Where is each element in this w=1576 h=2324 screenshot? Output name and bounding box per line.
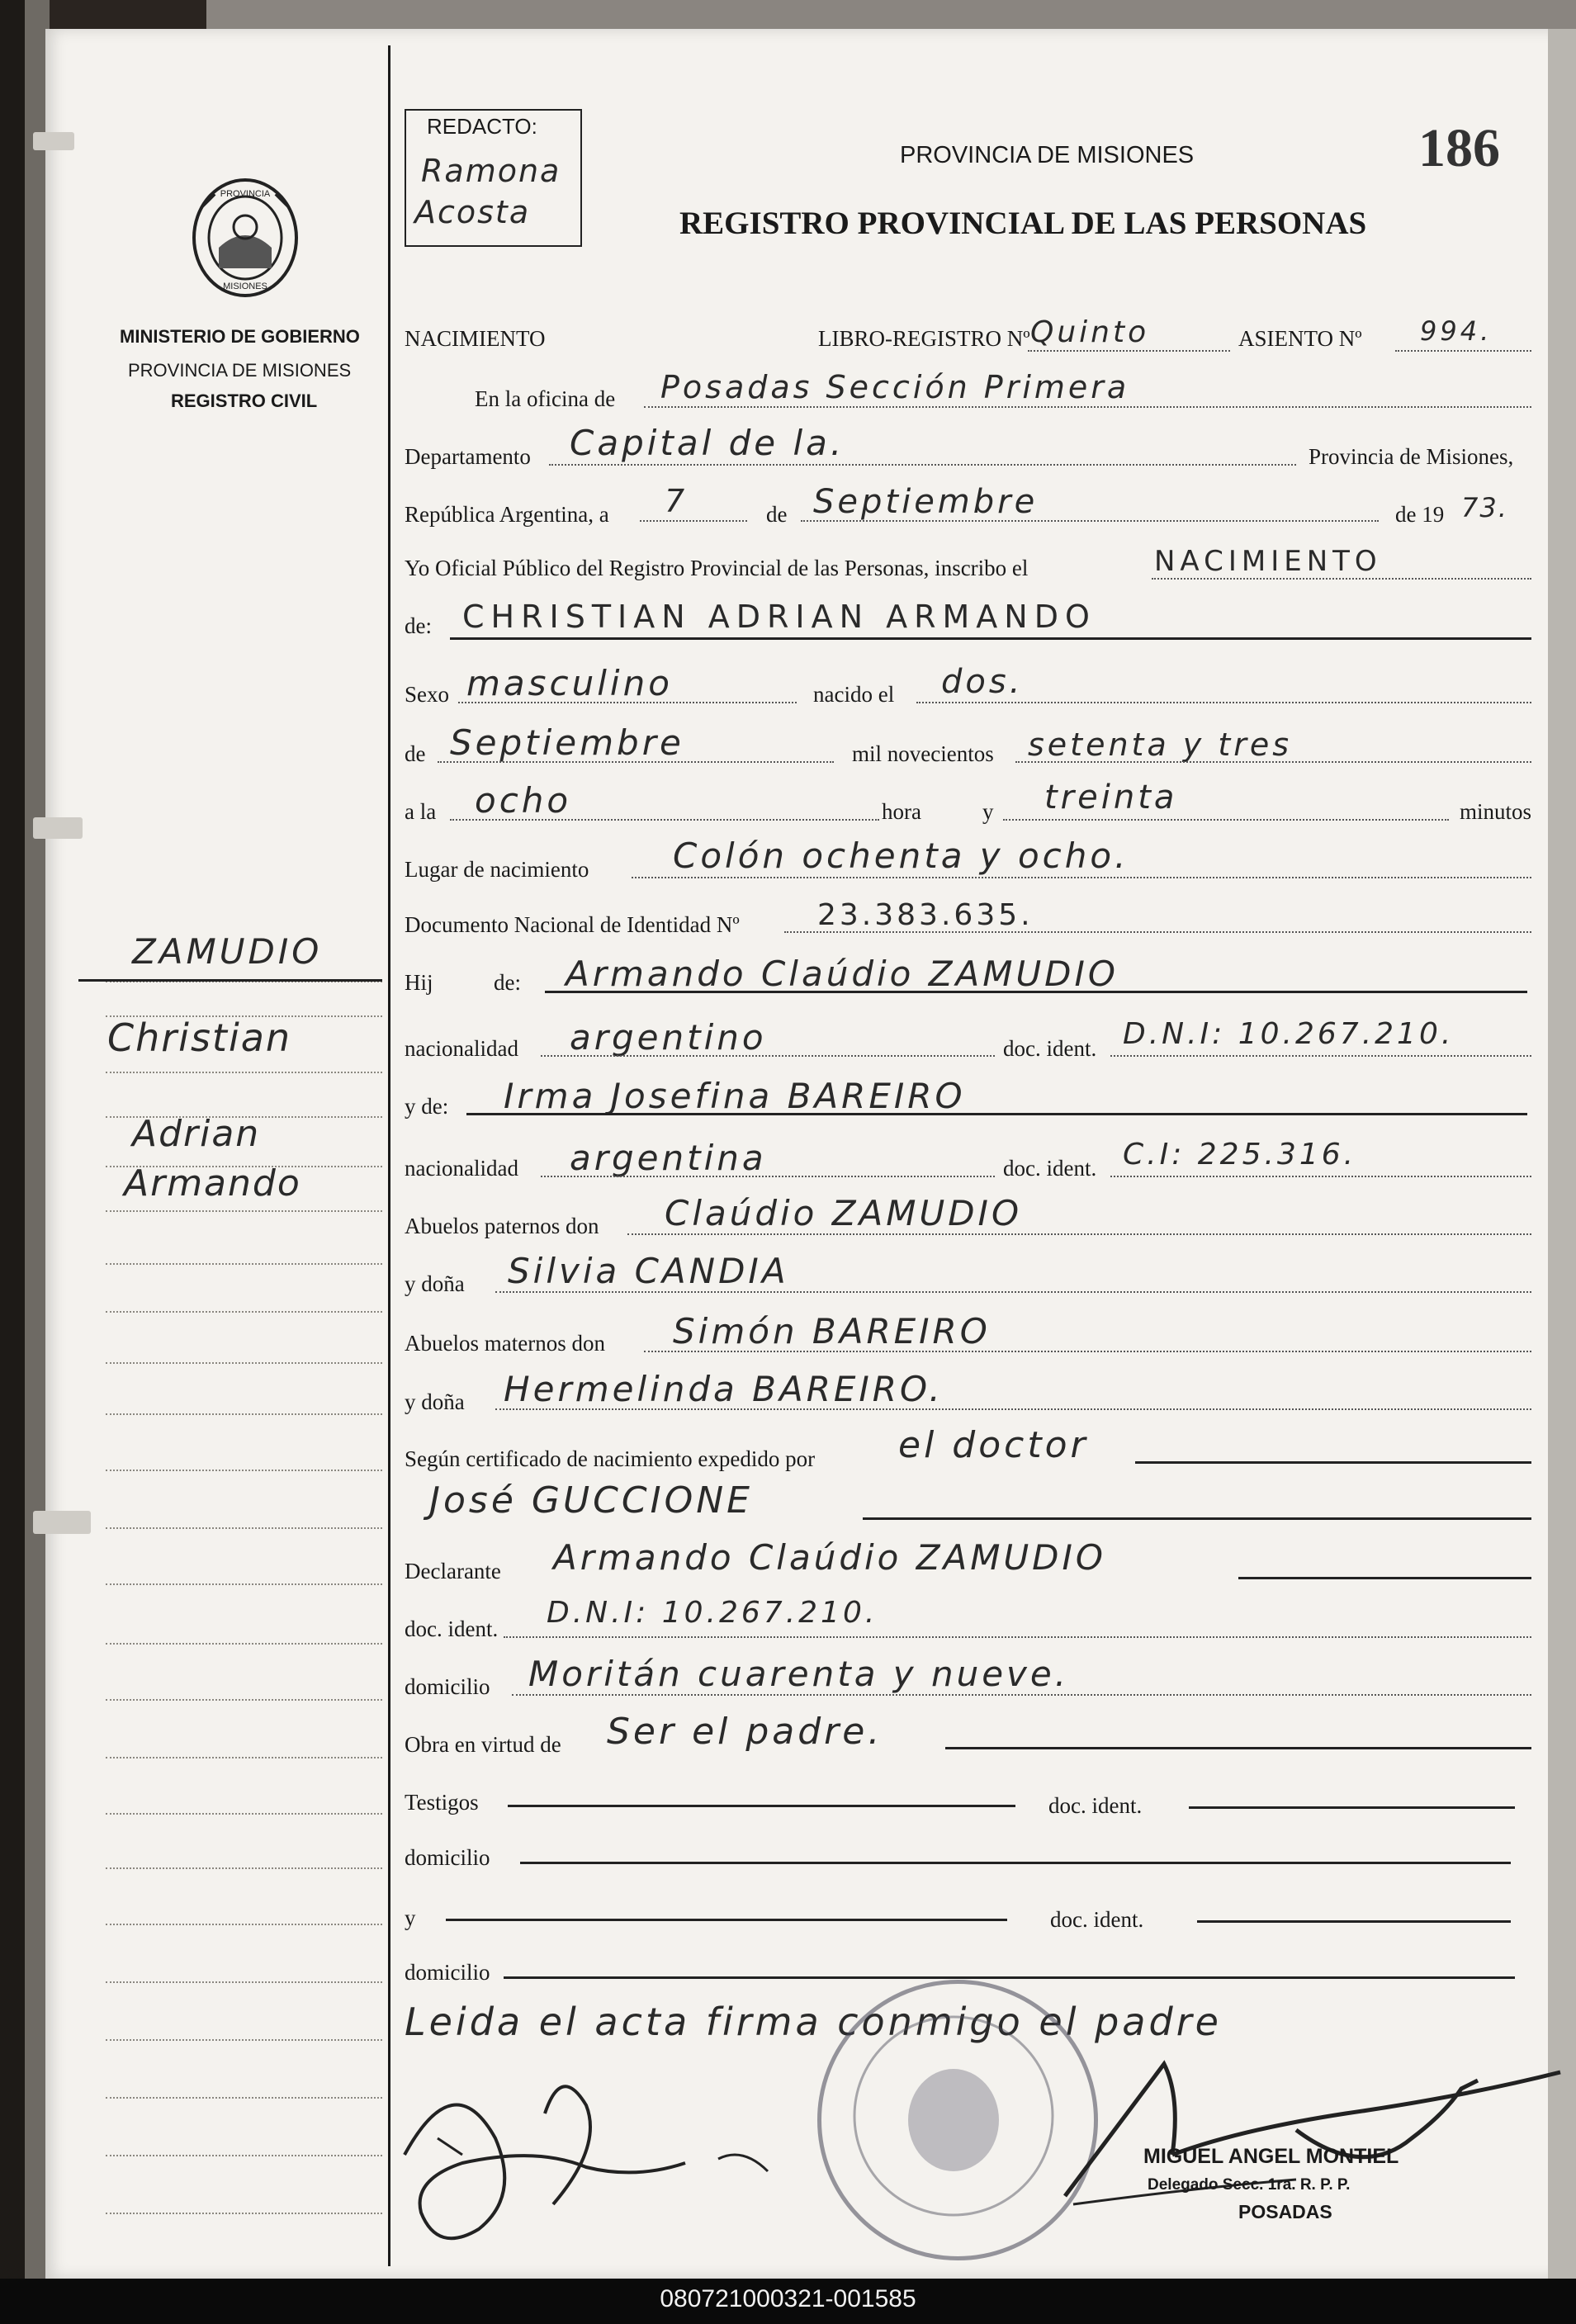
hijo-de-label: de:	[494, 970, 521, 995]
binding-thread	[33, 132, 74, 150]
field-line	[450, 819, 879, 821]
abuelo-pat-value: Claúdio ZAMUDIO	[665, 1193, 1022, 1233]
margin-rule	[106, 1311, 382, 1313]
madre-value: Irma Josefina BAREIRO	[504, 1076, 966, 1116]
header-registry-title: REGISTRO PROVINCIAL DE LAS PERSONAS	[679, 206, 1367, 241]
lugar-label: Lugar de nacimiento	[405, 857, 589, 882]
field-line	[541, 1055, 995, 1057]
margin-rule	[106, 1583, 382, 1585]
libro-value: Quinto	[1030, 315, 1150, 349]
segun-value: el doctor	[898, 1424, 1089, 1466]
margin-rule	[106, 1981, 382, 1983]
margin-name-3: Armando	[124, 1162, 301, 1205]
margin-surname-rule	[78, 979, 382, 982]
testigos-domicilio-label: domicilio	[405, 1845, 490, 1870]
field-underline	[508, 1805, 1015, 1807]
margin-rule	[106, 1813, 382, 1815]
libro-label: LIBRO-REGISTRO Nº	[818, 326, 1030, 351]
abuelo-mat-value: Simón BAREIRO	[673, 1311, 991, 1351]
official-stamp-city: POSADAS	[1238, 2201, 1332, 2222]
official-stamp-role: Delegado Secc. 1ra. R. P. P.	[1148, 2176, 1351, 2194]
doc-padre-label: doc. ident.	[1003, 1036, 1097, 1061]
field-line	[438, 761, 834, 763]
seal-bottom-text: MISIONES	[223, 282, 267, 291]
margin-rule	[106, 2213, 382, 2214]
oficina-value: Posadas Sección Primera	[660, 369, 1130, 405]
margin-rule	[106, 1263, 382, 1265]
margin-rule	[106, 1867, 382, 1869]
field-line	[1015, 761, 1531, 763]
minutos-label: minutos	[1460, 799, 1532, 824]
ala-label: a la	[405, 799, 437, 824]
parent-underline	[545, 991, 1527, 993]
margin-rule	[106, 1210, 382, 1212]
field-line	[1110, 1176, 1531, 1177]
nac-madre-label: nacionalidad	[405, 1156, 518, 1181]
field-line	[644, 406, 1531, 408]
margin-rule	[106, 2155, 382, 2156]
footer-image-id: 080721000321-001585	[660, 2285, 916, 2312]
nac-padre-value: argentino	[570, 1017, 767, 1058]
provincial-seal-icon	[186, 173, 305, 305]
field-line	[549, 464, 1296, 466]
sexo-value: masculino	[466, 663, 673, 703]
asiento-label: ASIENTO Nº	[1238, 326, 1362, 351]
act-type-label: NACIMIENTO	[405, 326, 546, 351]
asiento-value: 994.	[1420, 315, 1493, 347]
domicilio-value: Moritán cuarenta y nueve.	[528, 1654, 1070, 1694]
abuela-pat-value: Silvia CANDIA	[508, 1251, 789, 1291]
padre-value: Armando Claúdio ZAMUDIO	[566, 954, 1119, 994]
dia-value: 7	[665, 483, 689, 519]
mes-nac-value: Septiembre	[450, 722, 684, 763]
madre-label: y de:	[405, 1094, 449, 1119]
field-line	[784, 931, 1531, 933]
decl-doc-value: D.N.I: 10.267.210.	[547, 1596, 878, 1630]
doc-padre-value: D.N.I: 10.267.210.	[1123, 1017, 1455, 1051]
field-underline	[1238, 1577, 1531, 1579]
folio-number: 186	[1418, 118, 1500, 178]
abuela-mat-label: y doña	[405, 1389, 465, 1414]
field-line	[1003, 819, 1449, 821]
y-label: y	[982, 799, 994, 824]
abuela-pat-label: y doña	[405, 1271, 465, 1296]
header-province: PROVINCIA DE MISIONES	[900, 142, 1195, 168]
testigos-doc-label: doc. ident.	[1048, 1793, 1143, 1818]
provincia-label: Provincia de Misiones,	[1309, 444, 1514, 469]
official-stamp-name: MIGUEL ANGEL MONTIEL	[1143, 2145, 1399, 2168]
nac-padre-label: nacionalidad	[405, 1036, 518, 1061]
seal-top-text: PROVINCIA	[220, 189, 271, 199]
nacido-value: dos.	[941, 663, 1024, 701]
redacto-name-1: Ramona	[421, 153, 561, 189]
field-line	[458, 702, 797, 703]
margin-rule	[106, 2039, 382, 2041]
anio-nac-value: setenta y tres	[1028, 727, 1293, 763]
mes-nac-label: de	[405, 741, 426, 766]
field-underline	[504, 1976, 1515, 1979]
anio-value: 73.	[1461, 492, 1508, 523]
page-edge-right	[1548, 29, 1576, 2279]
field-line	[1028, 350, 1230, 352]
field-line	[1395, 350, 1531, 352]
republica-label: República Argentina, a	[405, 502, 609, 527]
field-line	[495, 1408, 1531, 1410]
hora-value: ocho	[475, 780, 572, 821]
field-line	[640, 520, 747, 522]
obra-value: Ser el padre.	[607, 1711, 883, 1753]
nacido-label: nacido el	[813, 682, 895, 707]
dni-value: 23.383.635.	[817, 898, 1034, 932]
minutos-value: treinta	[1044, 779, 1178, 816]
sexo-label: Sexo	[405, 682, 449, 707]
field-line	[495, 1291, 1531, 1293]
testigo2-domicilio-label: domicilio	[405, 1960, 490, 1985]
dni-label: Documento Nacional de Identidad Nº	[405, 912, 740, 937]
redacto-name-2: Acosta	[414, 194, 531, 230]
margin-rule	[106, 1470, 382, 1471]
mil-label: mil novecientos	[852, 741, 994, 766]
nac-madre-value: argentina	[570, 1138, 767, 1178]
redacto-label: REDACTO:	[427, 114, 537, 139]
field-line	[1152, 578, 1531, 580]
binding-thread	[33, 817, 83, 839]
margin-rule	[106, 1924, 382, 1925]
scan-background-edge	[0, 0, 25, 2279]
province-label: PROVINCIA DE MISIONES	[128, 360, 352, 381]
domicilio-label: domicilio	[405, 1674, 490, 1699]
margin-rule	[106, 1527, 382, 1529]
obra-label: Obra en virtud de	[405, 1732, 561, 1757]
anio-label: de 19	[1395, 502, 1445, 527]
departamento-label: Departamento	[405, 444, 531, 469]
declarante-value: Armando Claúdio ZAMUDIO	[553, 1537, 1106, 1578]
margin-rule	[106, 1757, 382, 1758]
registry-label: REGISTRO CIVIL	[171, 390, 318, 411]
abuelos-mat-label: Abuelos maternos don	[405, 1331, 605, 1356]
lugar-value: Colón ochenta y ocho.	[673, 835, 1129, 876]
abuela-mat-value: Hermelinda BAREIRO.	[504, 1369, 944, 1409]
field-line	[801, 520, 1379, 522]
field-line	[644, 1351, 1531, 1352]
testigo2-label: y	[405, 1905, 416, 1930]
nombre-value: CHRISTIAN ADRIAN ARMANDO	[462, 599, 1096, 635]
field-line	[916, 702, 1531, 703]
doc-madre-label: doc. ident.	[1003, 1156, 1097, 1181]
doctor-value: José GUCCIONE	[429, 1479, 753, 1522]
decl-doc-label: doc. ident.	[405, 1616, 499, 1641]
margin-surname: ZAMUDIO	[132, 931, 323, 972]
testigo2-doc-label: doc. ident.	[1050, 1907, 1144, 1932]
margin-rule	[106, 1362, 382, 1364]
field-line	[504, 1636, 1531, 1638]
field-underline	[1197, 1920, 1511, 1923]
margin-name-2: Adrian	[132, 1113, 261, 1155]
field-underline	[1135, 1461, 1531, 1464]
closing-statement: Leida el acta firma conmigo el padre	[405, 2000, 1222, 2044]
margin-rule	[106, 1699, 382, 1701]
field-line	[512, 1694, 1531, 1696]
declarante-label: Declarante	[405, 1559, 501, 1583]
inscribo-label: Yo Oficial Público del Registro Provincial de las Personas, inscribo el	[405, 556, 1029, 580]
field-underline	[446, 1919, 1007, 1921]
parent-underline	[466, 1113, 1527, 1115]
testigos-label: Testigos	[405, 1790, 479, 1815]
margin-rule	[106, 1643, 382, 1645]
binding-thread	[33, 1511, 91, 1534]
abuelos-pat-label: Abuelos paternos don	[405, 1214, 599, 1238]
departamento-value: Capital de la.	[570, 423, 845, 463]
margin-name-1: Christian	[107, 1015, 292, 1060]
de-label: de	[766, 502, 788, 527]
margin-rule	[106, 1072, 382, 1073]
field-line	[1110, 1055, 1531, 1057]
doc-madre-value: C.I: 225.316.	[1123, 1138, 1357, 1171]
ministry-label: MINISTERIO DE GOBIERNO	[120, 326, 360, 347]
mes-value: Septiembre	[813, 483, 1039, 521]
field-underline	[1189, 1806, 1515, 1809]
name-underline	[450, 637, 1531, 640]
declarant-signature	[388, 2014, 801, 2262]
hora-label: hora	[882, 799, 921, 824]
field-line	[632, 877, 1531, 878]
field-underline	[520, 1862, 1511, 1864]
margin-rule	[106, 2097, 382, 2099]
segun-label: Según certificado de nacimiento expedido por	[405, 1446, 816, 1471]
field-underline	[945, 1747, 1531, 1749]
oficina-label: En la oficina de	[475, 386, 616, 411]
margin-rule	[106, 1413, 382, 1415]
hijo-label: Hij	[405, 970, 433, 995]
inscribo-value: NACIMIENTO	[1154, 545, 1382, 578]
nombre-label: de:	[405, 613, 432, 638]
column-divider	[388, 45, 390, 2266]
field-line	[541, 1176, 995, 1177]
field-line	[627, 1233, 1531, 1235]
field-underline	[863, 1517, 1531, 1520]
